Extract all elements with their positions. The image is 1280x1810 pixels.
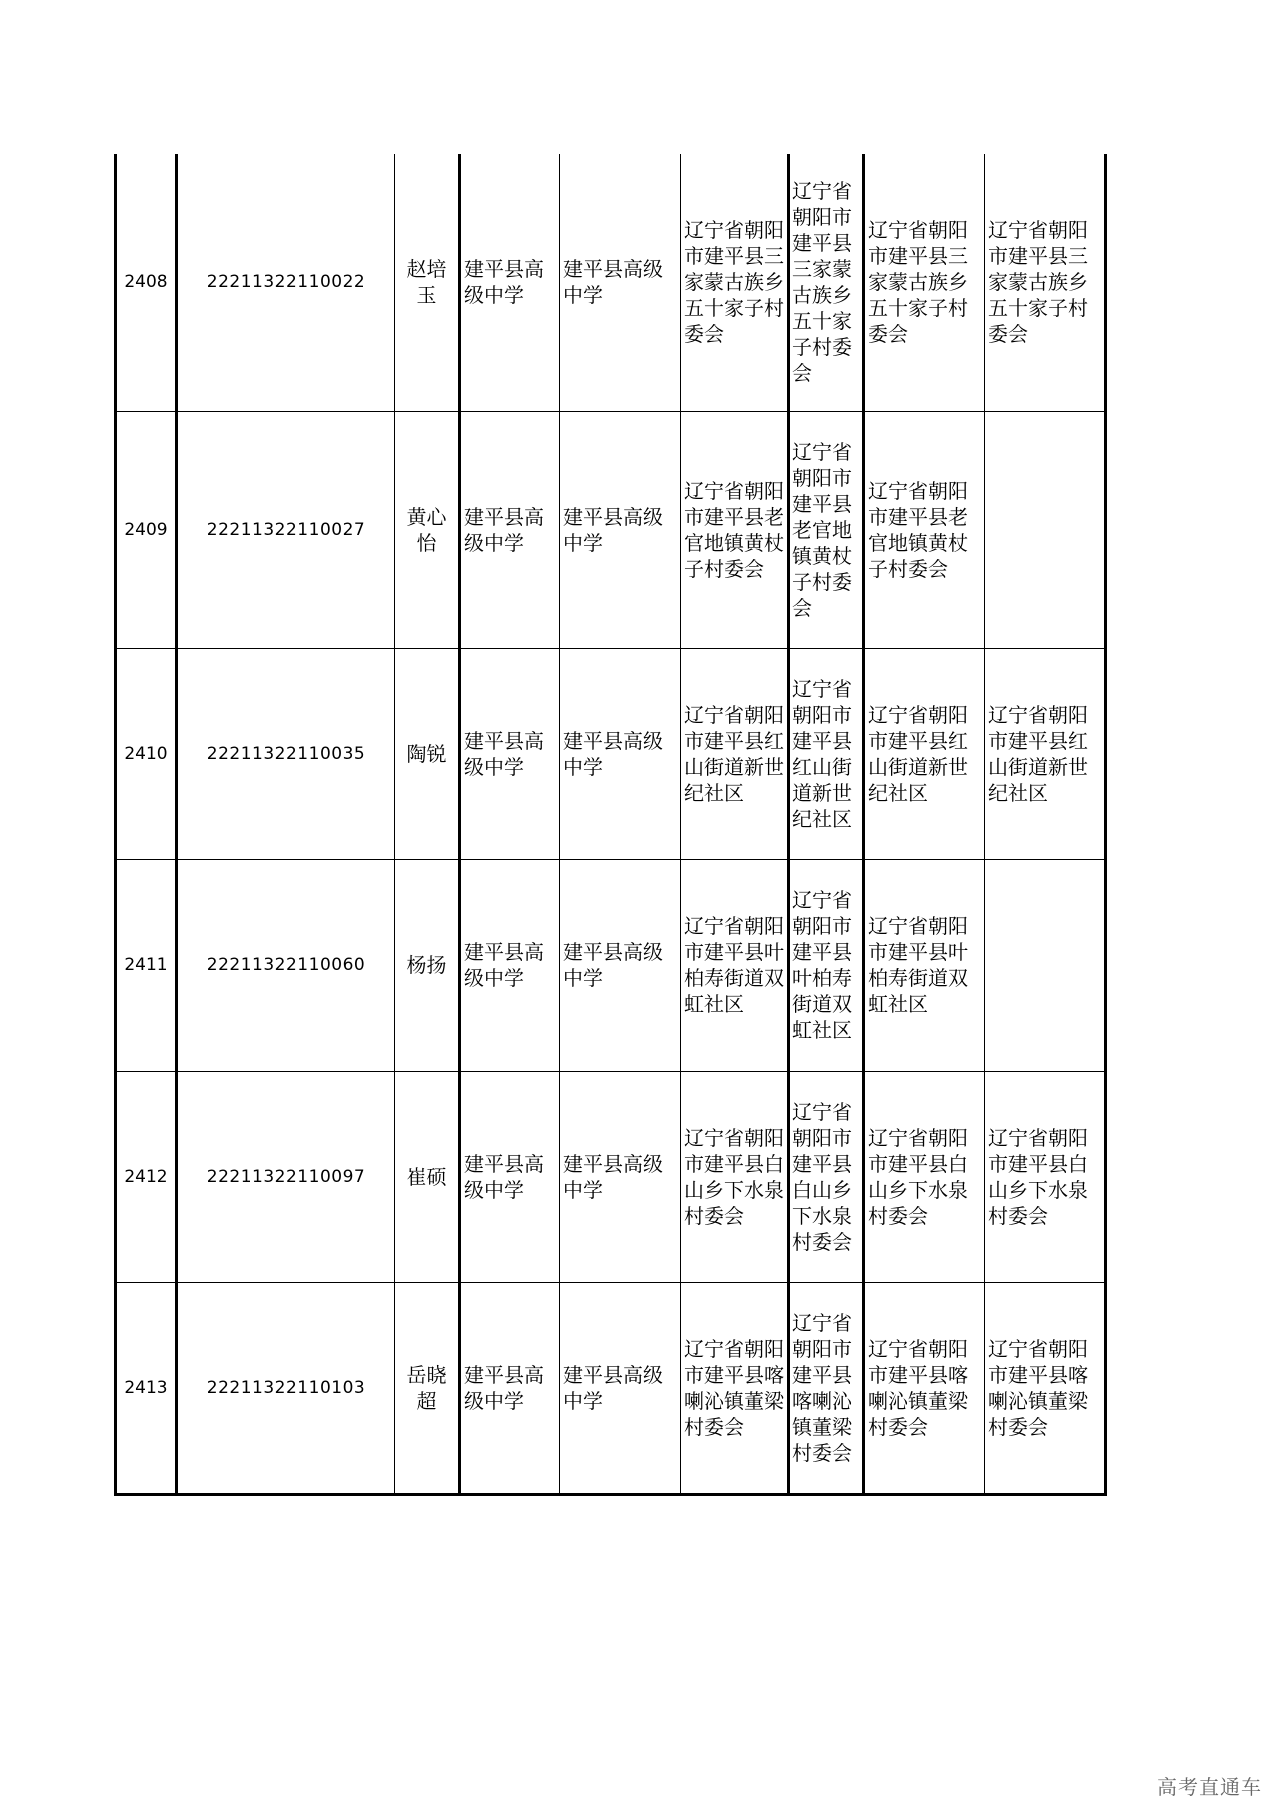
student-name: 崔硕 (395, 1071, 460, 1282)
school-name: 建平县高级中学 (460, 648, 560, 859)
address-4: 辽宁省朝阳市建平县白山乡下水泉村委会 (985, 1071, 1106, 1282)
address-4 (985, 859, 1106, 1071)
address-2: 辽宁省朝阳市建平县老官地镇黄杖子村委会 (789, 411, 864, 648)
student-id: 22211322110103 (177, 1282, 395, 1494)
address-1: 辽宁省朝阳市建平县白山乡下水泉村委会 (681, 1071, 789, 1282)
address-2: 辽宁省朝阳市建平县叶柏寿街道双虹社区 (789, 859, 864, 1071)
table-row (116, 1282, 1106, 1494)
table-row (116, 859, 1106, 1071)
address-3: 辽宁省朝阳市建平县老官地镇黄杖子村委会 (864, 411, 985, 648)
address-3: 辽宁省朝阳市建平县叶柏寿街道双虹社区 (864, 859, 985, 1071)
school-name-2: 建平县高级中学 (560, 648, 681, 859)
address-1: 辽宁省朝阳市建平县喀喇沁镇董梁村委会 (681, 1282, 789, 1494)
school-name-2: 建平县高级中学 (560, 411, 681, 648)
student-list-table (114, 154, 1107, 1496)
school-name: 建平县高级中学 (460, 859, 560, 1071)
address-2: 辽宁省朝阳市建平县红山街道新世纪社区 (789, 648, 864, 859)
table-body (116, 154, 1106, 1494)
row-index: 2412 (116, 1071, 177, 1282)
table-row (116, 648, 1106, 859)
school-name-2: 建平县高级中学 (560, 1282, 681, 1494)
address-4 (985, 411, 1106, 648)
address-4: 辽宁省朝阳市建平县喀喇沁镇董梁村委会 (985, 1282, 1106, 1494)
address-1: 辽宁省朝阳市建平县老官地镇黄杖子村委会 (681, 411, 789, 648)
address-4: 辽宁省朝阳市建平县三家蒙古族乡五十家子村委会 (985, 154, 1106, 411)
student-id: 22211322110060 (177, 859, 395, 1071)
row-index: 2408 (116, 154, 177, 411)
student-id: 22211322110097 (177, 1071, 395, 1282)
school-name-2: 建平县高级中学 (560, 154, 681, 411)
school-name: 建平县高级中学 (460, 1071, 560, 1282)
school-name: 建平县高级中学 (460, 411, 560, 648)
address-1: 辽宁省朝阳市建平县红山街道新世纪社区 (681, 648, 789, 859)
row-index: 2409 (116, 411, 177, 648)
address-3: 辽宁省朝阳市建平县喀喇沁镇董梁村委会 (864, 1282, 985, 1494)
school-name-2: 建平县高级中学 (560, 859, 681, 1071)
table-row (116, 411, 1106, 648)
address-2: 辽宁省朝阳市建平县三家蒙古族乡五十家子村委会 (789, 154, 864, 411)
school-name-2: 建平县高级中学 (560, 1071, 681, 1282)
address-1: 辽宁省朝阳市建平县三家蒙古族乡五十家子村委会 (681, 154, 789, 411)
row-index: 2410 (116, 648, 177, 859)
table-row (116, 1071, 1106, 1282)
student-id: 22211322110022 (177, 154, 395, 411)
table-row (116, 154, 1106, 411)
student-id: 22211322110035 (177, 648, 395, 859)
student-name: 杨扬 (395, 859, 460, 1071)
student-name: 岳晓超 (395, 1282, 460, 1494)
row-index: 2413 (116, 1282, 177, 1494)
address-2: 辽宁省朝阳市建平县白山乡下水泉村委会 (789, 1071, 864, 1282)
student-name: 赵培玉 (395, 154, 460, 411)
address-3: 辽宁省朝阳市建平县三家蒙古族乡五十家子村委会 (864, 154, 985, 411)
watermark-text: 高考直通车 (1157, 1775, 1262, 1799)
student-name: 黄心怡 (395, 411, 460, 648)
address-1: 辽宁省朝阳市建平县叶柏寿街道双虹社区 (681, 859, 789, 1071)
student-id: 22211322110027 (177, 411, 395, 648)
school-name: 建平县高级中学 (460, 154, 560, 411)
student-name: 陶锐 (395, 648, 460, 859)
address-2: 辽宁省朝阳市建平县喀喇沁镇董梁村委会 (789, 1282, 864, 1494)
address-3: 辽宁省朝阳市建平县白山乡下水泉村委会 (864, 1071, 985, 1282)
address-4: 辽宁省朝阳市建平县红山街道新世纪社区 (985, 648, 1106, 859)
address-3: 辽宁省朝阳市建平县红山街道新世纪社区 (864, 648, 985, 859)
row-index: 2411 (116, 859, 177, 1071)
school-name: 建平县高级中学 (460, 1282, 560, 1494)
